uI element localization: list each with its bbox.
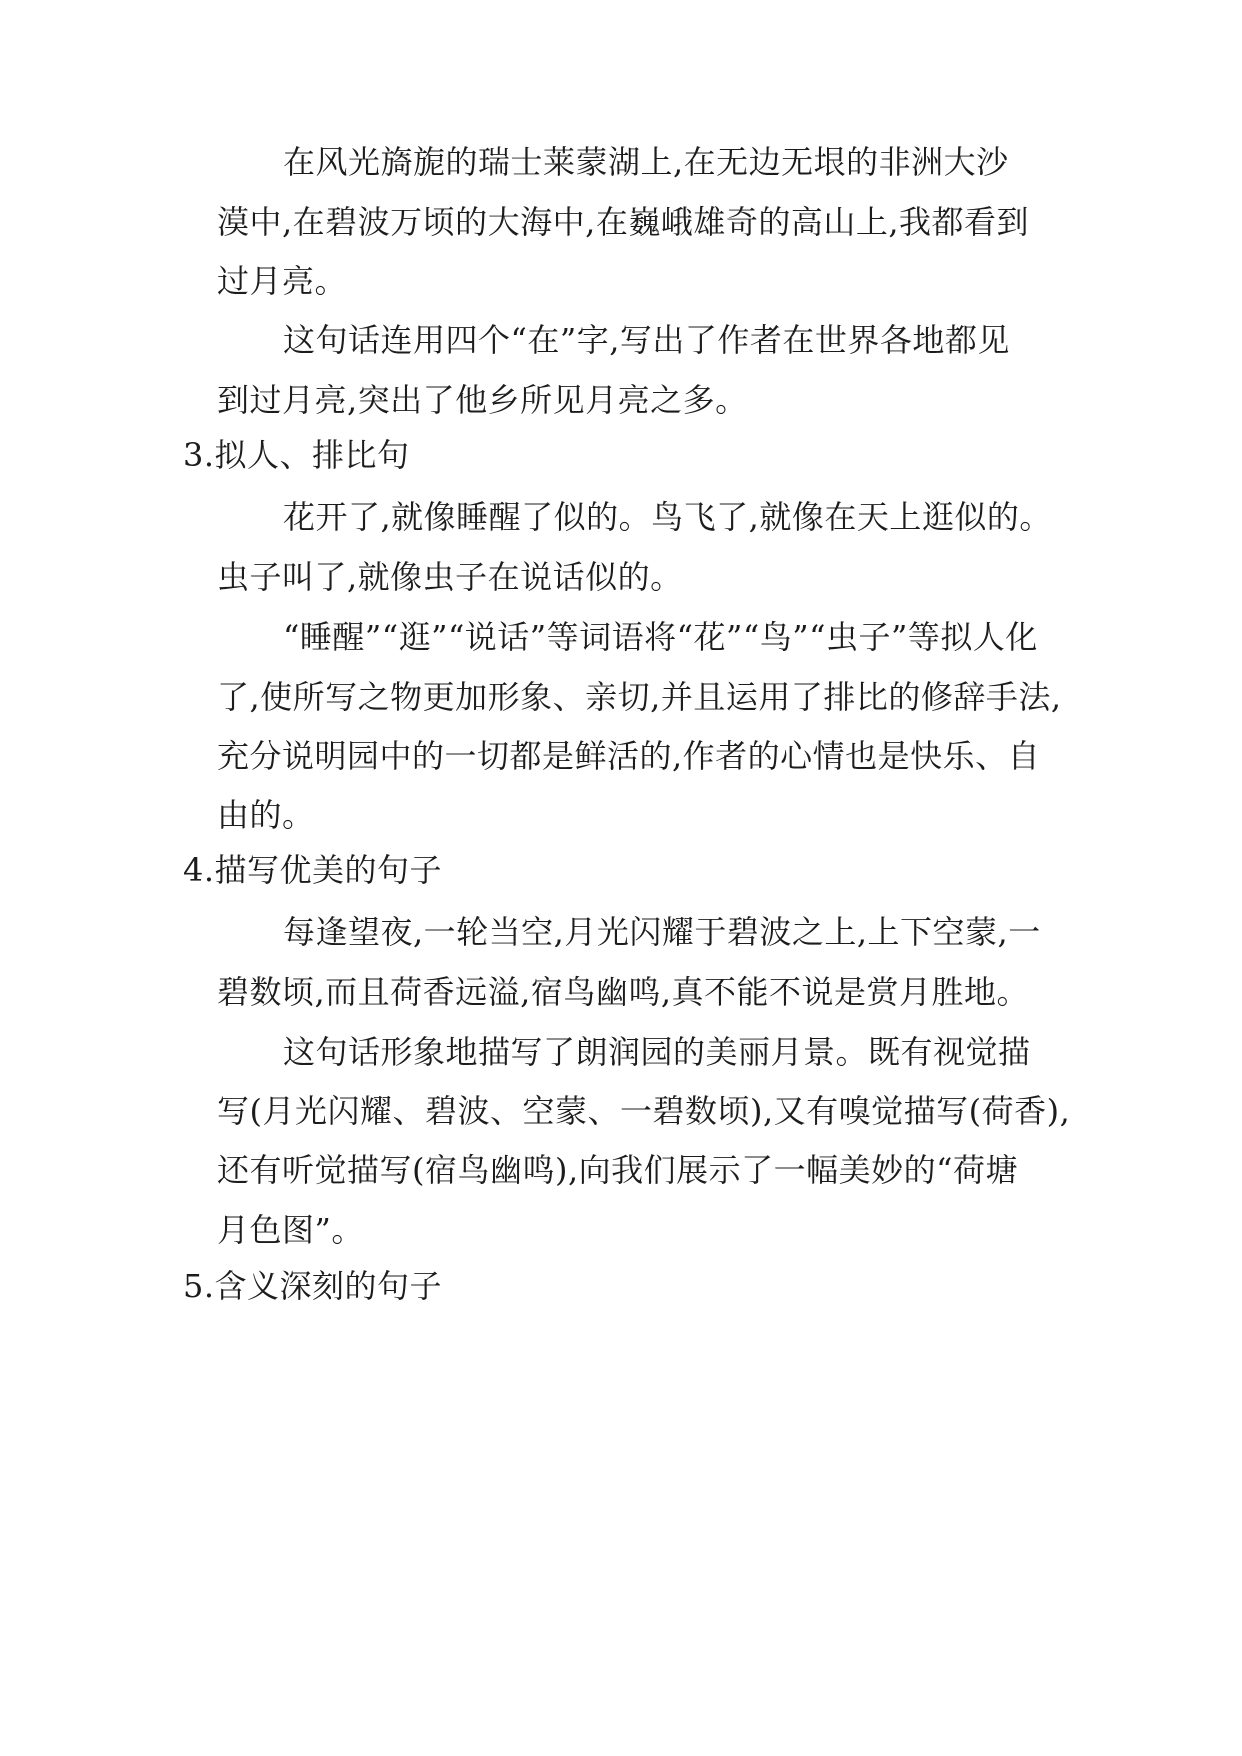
analysis-line: 充分说明园中的一切都是鲜活的,作者的心情也是快乐、自 xyxy=(217,737,1041,775)
quote-line: 在风光旖旎的瑞士莱蒙湖上,在无边无垠的非洲大沙 xyxy=(283,143,1009,181)
quote-line: 过月亮。 xyxy=(217,262,348,300)
analysis-line: “睡醒”“逛”“说话”等词语将“花”“鸟”“虫子”等拟人化 xyxy=(283,618,1038,656)
analysis-line: 这句话连用四个“在”字,写出了作者在世界各地都见 xyxy=(283,321,1010,359)
analysis-line: 到过月亮,突出了他乡所见月亮之多。 xyxy=(217,381,748,419)
section-heading: 4.描写优美的句子 xyxy=(183,851,443,889)
quote-line: 碧数顷,而且荷香远溢,宿鸟幽鸣,真不能不说是赏月胜地。 xyxy=(217,973,1030,1011)
quote-line: 漠中,在碧波万顷的大海中,在巍峨雄奇的高山上,我都看到 xyxy=(217,203,1030,241)
analysis-line: 了,使所写之物更加形象、亲切,并且运用了排比的修辞手法, xyxy=(217,678,1062,716)
analysis-line: 这句话形象地描写了朗润园的美丽月景。既有视觉描 xyxy=(283,1033,1031,1071)
section-heading: 5.含义深刻的句子 xyxy=(183,1267,443,1305)
analysis-line: 写(月光闪耀、碧波、空蒙、一碧数顷),又有嗅觉描写(荷香), xyxy=(217,1092,1071,1130)
quote-line: 每逢望夜,一轮当空,月光闪耀于碧波之上,上下空蒙,一 xyxy=(283,913,1041,951)
quote-line: 虫子叫了,就像虫子在说话似的。 xyxy=(217,558,683,596)
analysis-line: 月色图”。 xyxy=(217,1211,364,1249)
analysis-line: 由的。 xyxy=(217,796,315,834)
analysis-line: 还有听觉描写(宿鸟幽鸣),向我们展示了一幅美妙的“荷塘 xyxy=(217,1151,1019,1189)
quote-line: 花开了,就像睡醒了似的。鸟飞了,就像在天上逛似的。 xyxy=(283,498,1052,536)
section-heading: 3.拟人、排比句 xyxy=(183,436,410,474)
